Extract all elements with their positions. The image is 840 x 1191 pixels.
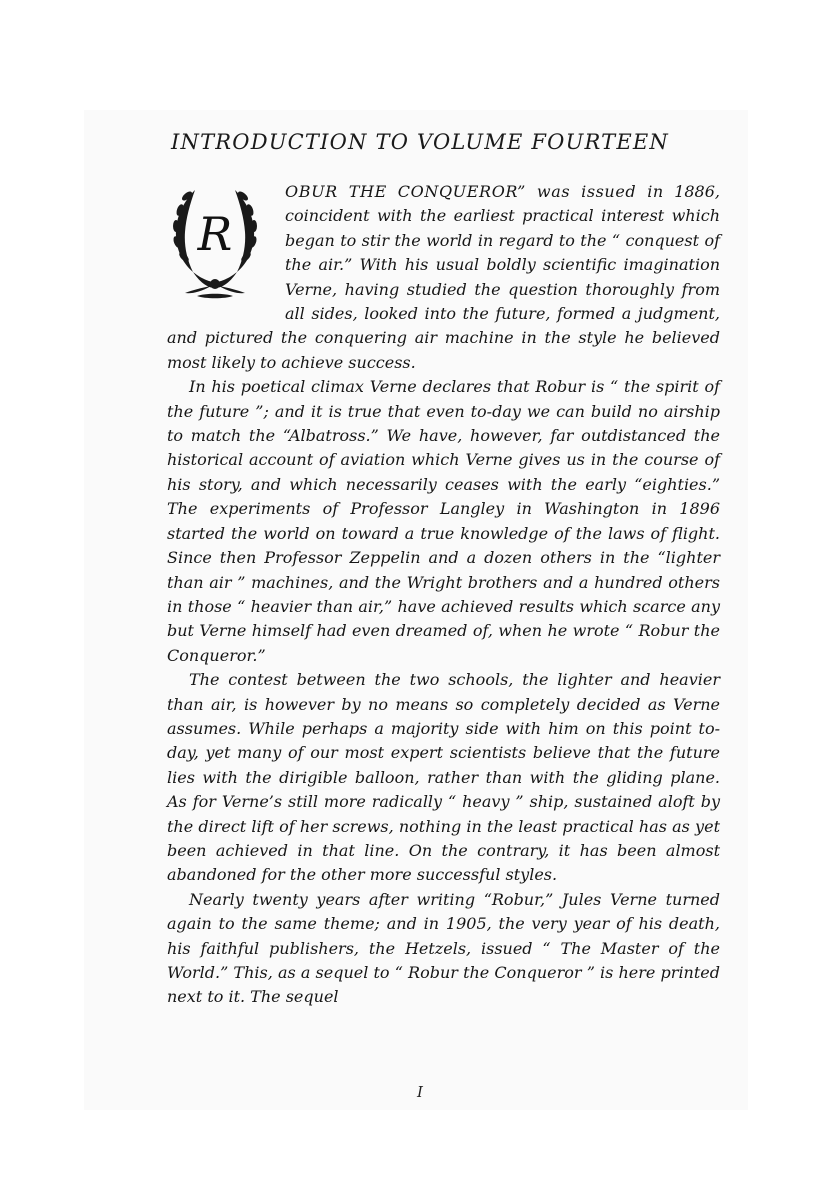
- paragraph-2: In his poetical climax Verne declares that Robur is “ the spirit of the future ”; and it is true that even to-day we can build no airship to match the “Albatross.” We have, however, far outdistanced the historical account of aviation which Verne gives us in the course of his story, and which necessarily ceases with the early “eighties.” The experiments of Professor Langley in Washington in 1896 started the world on toward a true knowledge of the laws of flight. Since then Professor Zeppelin and a dozen others in the “lighter than air ” machines, and the Wright brothers and a hundred others in those “ heavier than air,” have achieved results which scarce any but Verne himself had even dreamed of, when he wrote “ Robur the Conqueror.”: [167, 377, 720, 665]
- paragraph-4: Nearly twenty years after writing “Robur,” Jules Verne turned again to the same theme; and in 1905, the very year of his death, his faithful publishers, the Hetzels, issued “ The Master of the World.” This, as a sequel to “ Robur the Conqueror ” is here printed next to it. The sequel: [167, 889, 720, 1007]
- body-text: [167, 180, 720, 1010]
- page-number: I: [417, 1083, 423, 1101]
- paragraph-1-lead: OBUR THE CONQUEROR” was issued in: [285, 182, 664, 201]
- chapter-heading: INTRODUCTION TO VOLUME FOURTEEN: [171, 130, 669, 154]
- paragraph-1-rest: 1886, coincident with the earliest practical interest which began to stir the world in regard to the “ conquest of the air.” With his usual boldly scientific imagination Verne, having studied the question thoroughly from all sides, looked into the future, formed a judgment, and pictured the conquering air machine in the style he believed most likely to achieve success.: [167, 182, 720, 372]
- paragraph-3: The contest between the two schools, the lighter and heavier than air, is however by no means so completely decided as Verne assumes. While perhaps a majority side with him on this point to-day, yet many of our most expert scientists believe that the future lies with the dirigible balloon, rather than with the gliding plane. As for Verne’s still more radically “ heavy ” ship, sustained aloft by the direct lift of her screws, nothing in the least practical has as yet been achieved in that line. On the contrary, it has been almost abandoned for the other more successful styles.: [167, 670, 720, 885]
- ornamental-initial: [167, 176, 277, 308]
- drop-cap-letter: R: [197, 207, 233, 261]
